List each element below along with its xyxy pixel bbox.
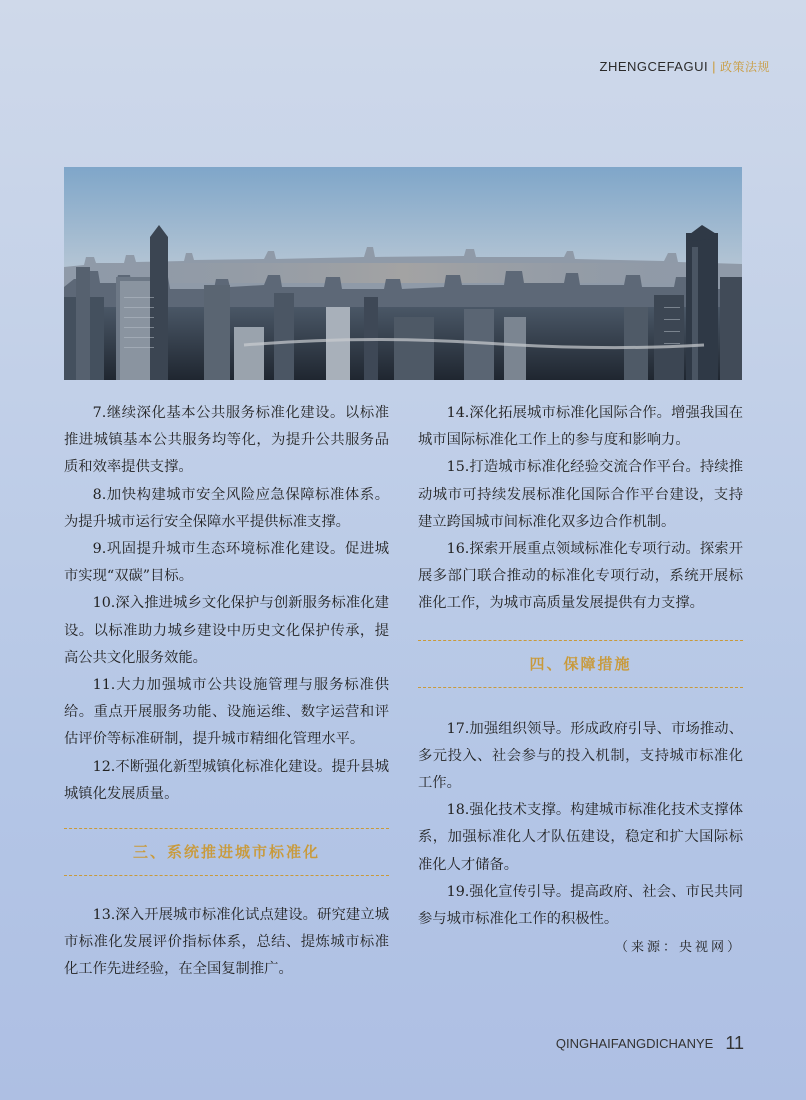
paragraph-item-13: 13.深入开展城市标准化试点建设。研究建立城市标准化发展评价指标体系，总结、提炼城市标准化工作先进经验，在全国复制推广。 — [64, 907, 389, 978]
paragraph-item-9: 9.巩固提升城市生态环境标准化建设。促进城市实现“双碳”目标。 — [64, 541, 389, 585]
paragraph-item-16: 16.探索开展重点领域标准化专项行动。探索开展多部门联合推动的标准化专项行动，系统开展标准化工作，为城市高质量发展提供有力支撑。 — [418, 541, 743, 612]
paragraph-item-11: 11.大力加强城市公共设施管理与服务标准供给。重点开展服务功能、设施运维、数字运营和评估评价等标准研制，提升城市精细化管理水平。 — [64, 677, 389, 748]
source-credit: （来源：央视网） — [614, 940, 743, 956]
paragraph-item-18: 18.强化技术支撑。构建城市标准化技术支撑体系，加强标准化人才队伍建设，稳定和扩大国际标准化人才储备。 — [418, 802, 743, 873]
paragraph-item-7: 7.继续深化基本公共服务标准化建设。以标准推进城镇基本公共服务均等化，为提升公共服务品质和效率提供支撑。 — [64, 405, 389, 476]
paragraph-item-17: 17.加强组织领导。形成政府引导、市场推动、多元投入、社会参与的投入机制，支持城市标准化工作。 — [418, 720, 743, 792]
page-number: 11 — [725, 1033, 744, 1053]
left-column — [64, 400, 389, 984]
section-heading-4: 四、保障措施 — [418, 640, 743, 688]
page-header — [600, 58, 770, 75]
magazine-name: ZHENGCEFAGUI — [599, 59, 709, 74]
paragraph-item-14: 14.深化拓展城市标准化国际合作。增强我国在城市国际标准化工作上的参与度和影响力。 — [418, 405, 743, 449]
paragraph-item-10: 10.深入推进城乡文化保护与创新服务标准化建设。以标准助力城乡建设中历史文化保护传承，提高公共文化服务效能。 — [64, 595, 389, 666]
right-column — [418, 400, 743, 961]
section-label: 政策法规 — [719, 60, 770, 74]
section-heading-3: 三、系统推进城市标准化 — [64, 828, 389, 876]
page-footer — [556, 1033, 744, 1054]
paragraph-item-8: 8.加快构建城市安全风险应急保障标准体系。为提升城市运行安全保障水平提供标准支撑。 — [64, 486, 389, 530]
city-skyline-photo — [64, 167, 742, 380]
paragraph-item-19: 19.强化宣传引导。提高政府、社会、市民共同参与城市标准化工作的积极性。 — [418, 883, 743, 928]
header-separator: | — [712, 59, 716, 74]
paragraph-item-15: 15.打造城市标准化经验交流合作平台。持续推动城市可持续发展标准化国际合作平台建设，支持建立跨国城市间标准化双多边合作机制。 — [418, 459, 743, 530]
paragraph-item-12: 12.不断强化新型城镇化标准化建设。提升县城城镇化发展质量。 — [64, 758, 389, 802]
journal-name: QINGHAIFANGDICHANYE — [555, 1036, 714, 1051]
